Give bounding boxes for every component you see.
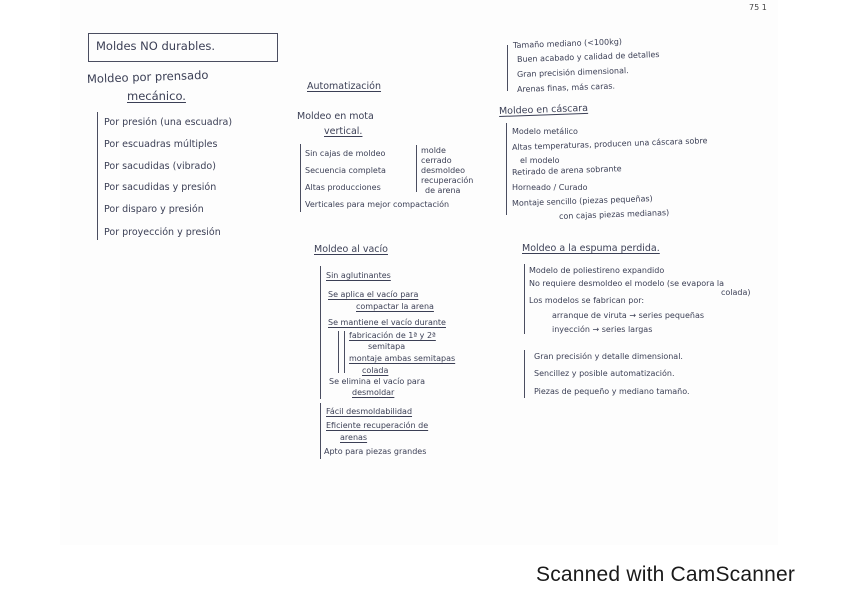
shell-item: Montaje sencillo (piezas pequeñas)	[511, 194, 653, 208]
vertical-heading-1: Moldeo en mota	[297, 111, 374, 122]
vacuum-sub-bracket-inner	[344, 331, 345, 373]
side-note: de arena	[425, 186, 461, 195]
vacuum-sub-item: fabricación de 1ª y 2ª	[349, 331, 436, 340]
vacuum-bracket	[320, 266, 321, 399]
vacuum-item: desmoldar	[352, 388, 395, 397]
camscanner-watermark: Scanned with CamScanner	[536, 563, 796, 586]
vacuum-item: Sin aglutinantes	[326, 271, 391, 280]
shell-item: con cajas piezas medianas)	[558, 208, 670, 221]
side-notes-bracket	[416, 145, 417, 192]
lost-foam-extra-item: Gran precisión y detalle dimensional.	[534, 352, 683, 361]
side-note: cerrado	[421, 156, 452, 165]
lost-foam-item: Modelo de poliestireno expandido	[529, 266, 665, 275]
col1-heading-1: Moldeo por prensado	[86, 67, 209, 86]
col1-item: Por proyección y presión	[104, 227, 221, 238]
vacuum-item: Se elimina el vacío para	[329, 377, 425, 386]
lost-foam-heading: Moldeo a la espuma perdida.	[522, 243, 660, 254]
lost-foam-item: inyección → series largas	[552, 325, 653, 334]
side-note: desmoldeo	[421, 166, 465, 175]
vacuum-heading: Moldeo al vacío	[314, 244, 388, 255]
col1-bracket	[97, 112, 98, 240]
vacuum-sub-item: montaje ambas semitapas	[349, 354, 456, 363]
shell-item: el modelo	[520, 156, 560, 165]
lost-foam-extra-bracket	[524, 350, 525, 398]
vertical-heading-2: vertical.	[324, 126, 363, 137]
vertical-bracket	[300, 144, 301, 212]
vertical-item: Secuencia completa	[305, 166, 386, 175]
vacuum-sub-item: colada	[362, 366, 389, 375]
vacuum-extra-item: Apto para piezas grandes	[324, 447, 427, 456]
vacuum-sub-bracket	[338, 331, 339, 373]
col1-heading-2: mecánico.	[127, 89, 186, 103]
col1-item: Por disparo y presión	[104, 204, 204, 215]
col1-item: Por escuadras múltiples	[104, 139, 218, 150]
vertical-item: Altas producciones	[305, 183, 381, 192]
col1-item: Por sacudidas y presión	[104, 182, 217, 193]
shell-item: Horneado / Curado	[512, 183, 588, 192]
shell-item: Retirado de arena sobrante	[511, 164, 622, 177]
automation-heading: Automatización	[307, 81, 382, 92]
lost-foam-extra-item: Piezas de pequeño y mediano tamaño.	[534, 387, 690, 396]
col3-top-item: Buen acabado y calidad de detalles	[516, 50, 660, 64]
page-number: 75 1	[749, 3, 767, 12]
lost-foam-item: arranque de viruta → series pequeñas	[552, 311, 705, 320]
col3-top-item: Arenas finas, más caras.	[516, 81, 616, 94]
vertical-item: Verticales para mejor compactación	[305, 200, 450, 209]
lost-foam-extra-item: Sencillez y posible automatización.	[534, 369, 675, 378]
shell-heading: Moldeo en cáscara	[498, 102, 589, 117]
col1-item: Por sacudidas (vibrado)	[104, 161, 216, 172]
vacuum-item: Se mantiene el vacío durante	[328, 318, 446, 327]
vacuum-extra-item: arenas	[340, 433, 368, 442]
lost-foam-item: No requiere desmoldeo el modelo (se evapora la	[529, 279, 725, 288]
vacuum-extra-item: Eficiente recuperación de	[326, 421, 429, 430]
side-note: molde	[421, 146, 446, 155]
vacuum-sub-item: semitapa	[368, 342, 406, 351]
vacuum-extra-item: Fácil desmoldabilidad	[326, 407, 413, 416]
lost-foam-item: colada)	[721, 288, 751, 297]
vacuum-item: compactar la arena	[356, 302, 434, 311]
col3-top-item: Gran precisión dimensional.	[516, 66, 629, 79]
vertical-item: Sin cajas de moldeo	[305, 149, 386, 158]
lost-foam-bracket	[524, 264, 525, 334]
page-title: Moldes NO durables.	[96, 39, 216, 53]
col3-top-item: Tamaño mediano (<100kg)	[512, 37, 623, 50]
shell-item: Modelo metálico	[512, 127, 578, 136]
vacuum-item: Se aplica el vacío para	[328, 290, 419, 299]
side-note: recuperación	[421, 176, 474, 185]
vacuum-extra-bracket	[320, 403, 321, 459]
shell-bracket	[506, 123, 507, 215]
lost-foam-item: Los modelos se fabrican por:	[529, 296, 645, 305]
col1-item: Por presión (una escuadra)	[104, 117, 233, 128]
col3-top-bracket	[507, 45, 508, 91]
shell-item: Altas temperaturas, producen una cáscara sobre	[511, 136, 708, 152]
